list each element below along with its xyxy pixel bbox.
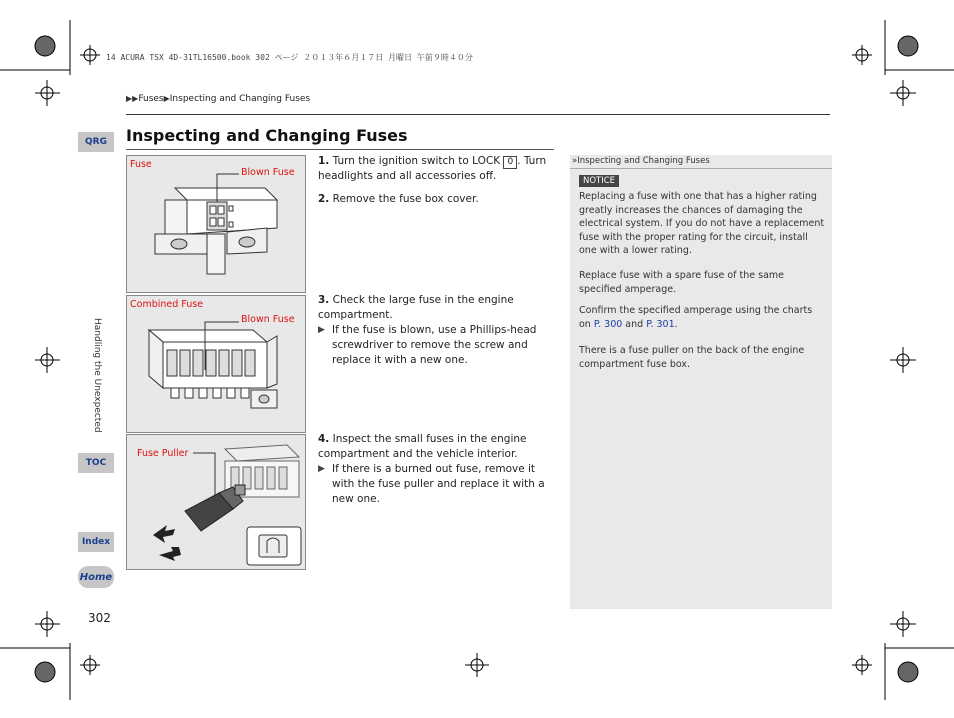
triangle-bullet-icon: ▶: [318, 464, 325, 474]
step-3: [318, 293, 554, 368]
qrg-button[interactable]: QRG: [78, 132, 114, 152]
note-title: [570, 155, 832, 169]
step-substep: [318, 323, 554, 368]
fuse-figure: [126, 155, 306, 293]
index-button[interactable]: Index: [78, 532, 114, 552]
figure-label-fuse: Fuse: [130, 159, 152, 170]
print-header: 14 ACURA TSX 4D-31TL16500.book 302 ページ ２０１３年６月１７日 月曜日 午前９時４０分: [106, 53, 473, 62]
step-text: Remove the fuse box cover.: [332, 193, 479, 205]
breadcrumb-separator-icon: ▶: [163, 94, 170, 103]
step-number: 4.: [318, 433, 330, 445]
figure-label-combined-fuse: Combined Fuse: [130, 299, 204, 310]
note-p3-and: and: [622, 318, 647, 330]
page-301-link[interactable]: P. 301: [646, 318, 675, 330]
note-paragraph-2: Replace fuse with a spare fuse of the same specified amperage.: [579, 270, 784, 295]
title-rule: [126, 149, 554, 150]
step-text: Check the large fuse in the engine compartment.: [318, 294, 514, 321]
reference-icon: »: [572, 156, 578, 166]
breadcrumb: [126, 94, 310, 104]
figure-label-blown-fuse-2: Blown Fuse: [241, 314, 295, 325]
step-substep: [318, 462, 554, 507]
step-text: Inspect the small fuses in the engine compartment and the vehicle interior.: [318, 433, 527, 460]
note-paragraph-4: There is a fuse puller on the back of the engine compartment fuse box.: [579, 345, 805, 370]
triangle-bullet-icon: ▶: [318, 325, 325, 335]
page-300-link[interactable]: P. 300: [593, 318, 623, 330]
section-label: Handling the Unexpected: [92, 318, 102, 433]
breadcrumb-parent-link[interactable]: Fuses: [138, 94, 164, 104]
figure-label-blown-fuse: Blown Fuse: [241, 167, 295, 178]
step-text: Turn the ignition switch to LOCK: [332, 155, 504, 167]
page-number: 302: [88, 611, 111, 625]
note-paragraph-1: Replacing a fuse with one that has a higher rating greatly increases the chances of damaging the electrical system. If you do not have a replacement fuse with the proper rating for the circuit, install one with a lower rating.: [579, 191, 825, 256]
breadcrumb-arrows-icon: ▶▶: [126, 94, 139, 103]
substep-text: If the fuse is blown, use a Phillips-head screwdriver to remove the screw and replace it with a new one.: [332, 324, 537, 366]
note-p3-end: .: [674, 318, 678, 330]
substep-text: If there is a burned out fuse, remove it with the fuse puller and replace it with a new one.: [332, 463, 545, 505]
combined-fuse-figure: [126, 295, 306, 433]
toc-button[interactable]: TOC: [78, 453, 114, 473]
step-1: [318, 154, 554, 184]
page-title: Inspecting and Changing Fuses: [126, 126, 408, 145]
lock-zero-key-icon: 0: [503, 156, 517, 169]
breadcrumb-current: Inspecting and Changing Fuses: [169, 94, 311, 104]
fuse-puller-figure: [126, 434, 306, 570]
step-2: [318, 192, 554, 207]
step-number: 1.: [318, 155, 330, 167]
home-button[interactable]: Home: [78, 566, 114, 588]
notice-badge: NOTICE: [579, 175, 619, 187]
note-title-text: Inspecting and Changing Fuses: [577, 156, 710, 166]
step-number: 3.: [318, 294, 330, 306]
step-4: [318, 432, 554, 507]
note-panel: [570, 155, 832, 609]
figure-label-fuse-puller: Fuse Puller: [137, 448, 189, 459]
step-number: 2.: [318, 193, 330, 205]
note-p3-text: Confirm the specified amperage using the charts on: [579, 305, 813, 330]
note-paragraph-3: [579, 304, 825, 331]
header-rule: [126, 114, 830, 115]
step-text-cont: . Turn headlights and all accessories off.: [318, 155, 547, 182]
